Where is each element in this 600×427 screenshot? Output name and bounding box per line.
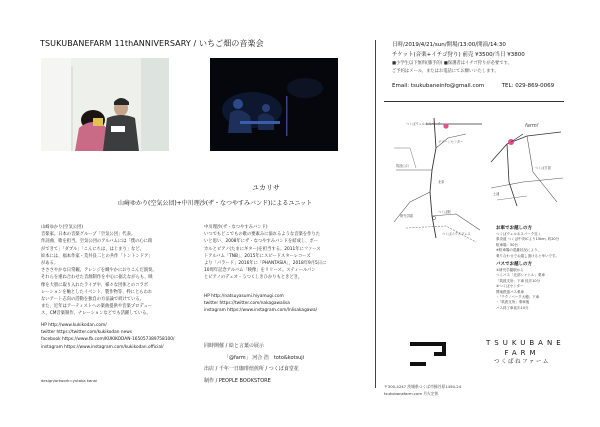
access-heading: バスでお越しの方 [496,262,532,268]
map-label: 土浦 [493,192,500,196]
bio-line: 音楽家。日本の音楽グループ「空気公団」代表。 [41,232,136,238]
bio-line: 絵本には、福本作家・荒井良二との共作「トントンドア」 [41,253,153,259]
bio-line: 作詞曲、歌を担当。空気公団のアルバムには「僕の心に街 [41,239,153,245]
links-kukikodan [41,322,201,351]
access-line: バス終了車徒歩10分 [496,305,529,310]
access-line: ※駐車場の混雑状況により、 [496,248,541,253]
link-facebook[interactable]: facebook https://www.fb.com/KUKIKODAN-165057389758100/ [41,337,175,343]
map-label: つくばエクスプレス [442,232,471,236]
design-credit: design/artwork=yutaka kanai [41,378,98,383]
logo-line: TSUKUBANE [486,339,565,347]
exhibition-block [204,341,369,387]
link-twitter[interactable]: twitter https://twitter.com/kukikodan news [41,330,133,336]
bio-line: とピアノのデュオ・うつくしきひかりもときどき。 [204,275,303,281]
access-line: 関東鉄道バス乗車 [496,289,524,294]
access-line: つくバス「北部シャトル」乗車 [496,273,545,278]
footer-address: 〒300-4247 茨城県つくば市蜂谷原1494-24 [384,384,462,389]
bio-heading: 中川理沙(ザ・なつやすみバンド) [204,225,268,230]
event-note: ■小学生以下無料(膝手的) ■保護者はイチゴ狩りが必要です。 [392,61,512,66]
event-date: 日時/2019/4/21/sun/開場/13:00/開演/14:30 [392,42,506,48]
bio-line: トアルバム「TNB」、2015年にスピードスターレコーズ [204,253,311,259]
access-heading: お車でお越しの方 [496,226,532,231]
footer-site[interactable]: tsukubanefarm.com 月火定休 [384,391,439,397]
logo-line: つくばねファーム [494,359,550,365]
farm-logo-text [486,338,565,367]
logo-line: FARM [504,349,540,357]
bio-line: がある。 [41,261,59,267]
farm-logo-icon [404,334,450,374]
exhibition-title: 同時開催 / 絵と言葉の展示 [204,343,264,349]
bio-heading: 山﨑ゆかり(空気公団) [41,225,84,230]
map-label: 研究学園 [400,214,413,218]
bio-yamazaki [41,224,182,318]
unit-name: ユカリサ [252,184,280,192]
production-line: 制作 / PEOPLE BOOKSTORE [204,377,271,384]
vendors-line: 出店 / 千年一日珈琲焙煎所 / つくば食堂花 [204,366,299,372]
access-line: 乗り合わせでお越し頂けると幸いです。 [496,253,559,258]
contact-line [392,81,562,92]
section-divider [384,101,564,102]
access-line: 「筑波支所」下車 徒歩10分 [496,278,541,283]
column-divider [375,40,376,388]
bio-line: また、近年はアーティストへの楽曲提供や音楽プロデュー [41,304,153,310]
map-label: つくばウェルネスパーク [406,122,441,126]
detail-map [487,122,565,210]
page-title: TSUKUBANEFARM 11thANNIVERSARY / いちご畑の音楽会 [40,39,264,48]
access-line: ・「テクノパーク大穂」下車 [496,295,540,300]
bio-line: ないアート志向の活動を独自の方法論で続けている。 [41,297,144,303]
map-label: グリーンセンター [438,140,464,144]
map-label: farm! [525,123,539,129]
link-hp[interactable]: HP http://natsuyasumi.hiyamugi.com [204,294,284,299]
contact-email[interactable]: Email: tsukubaneinfo@gmail.com [392,83,485,89]
bio-line: カルとピアノ(たまにギター)を担当する。2011年にファース [204,246,321,252]
link-twitter[interactable]: twitter https://twitter.com/nakagawalisa [204,301,290,307]
access-line: ②つくばセンター [496,284,524,289]
access-line: つくばウェルネスパーク近く [496,232,542,236]
bio-line: ス、CM音楽制作、ナレーションなどでも活躍している。 [41,311,151,317]
bio-line: ができて」「ダブル」「こんにちは、はじまり」など。 [41,246,144,252]
unit-subtitle: 山﨑ゆかり(空気公団)+中川理沙(ザ・なつやすみバンド)によるユニット [118,200,313,207]
access-line: 県央道 つくば中央ICより15km, 約20分 [496,237,560,242]
event-ticket: チケット(音楽+イチゴ狩り) 前売 ¥3500/当日 ¥3800 [392,52,525,58]
photo-live-stage [210,58,338,151]
photo-duo-reading [41,58,169,151]
footer [384,383,564,397]
bio-nakagawa [204,224,345,282]
exhibition-artists: 「@farm」 河合 浩 toto&kotsuji [224,354,305,361]
map-label: 筑波山口 [396,164,409,168]
bio-line: それらを重ね合わせた音源制作を中心に据えながらも、映 [41,275,153,281]
access-info [496,225,574,311]
link-hp[interactable]: HP http://www.kukikodan.com/ [41,323,107,328]
bio-line: いと思い、2008年にザ・なつやすみバンドを結成し、ボー [204,239,319,245]
access-line: ①研究学園駅から [496,268,524,273]
access-line: ・「筑波支所」乗車後 [496,300,530,305]
map-label: つくば方面 [535,166,551,170]
contact-tel: TEL: 029-869-0069 [501,83,555,89]
bio-line: 像を大胆に取り入れたライブや、様々な団体とのコラボ [41,282,149,288]
link-instagram[interactable]: instagram https://www.instagram.com/lnlisakagawa/ [204,308,318,314]
event-info [392,40,562,92]
links-nakagawa [204,293,354,315]
access-line: 駐車場：50台 [496,242,518,247]
map-label: つくば駅 [438,210,451,214]
bio-line: レーションを軸としたイベント、製作物等、枠にとらわれ [41,289,153,295]
link-instagram[interactable]: instagram https://www.instagram.com/kukikodan.official/ [41,344,164,350]
map-label: 北条 [438,180,445,184]
bio-line: いつでもどこでもの歌の要素みに溢れるような音楽を作りた [204,232,321,238]
bio-line: より「パラード」2016年に「PHANTASIA」、2018年9月5日に [204,261,327,267]
bio-line: 10周年記念アルバム「映像」をリリース。スティールパン [204,268,316,274]
area-map [386,118,486,246]
event-reservation: ご予約はメール、またはお電話にてお願いいたします。 [392,68,499,74]
bio-line: さささやかな日常観。アレンジを織やかにおりこんだ演奏。 [41,268,157,274]
